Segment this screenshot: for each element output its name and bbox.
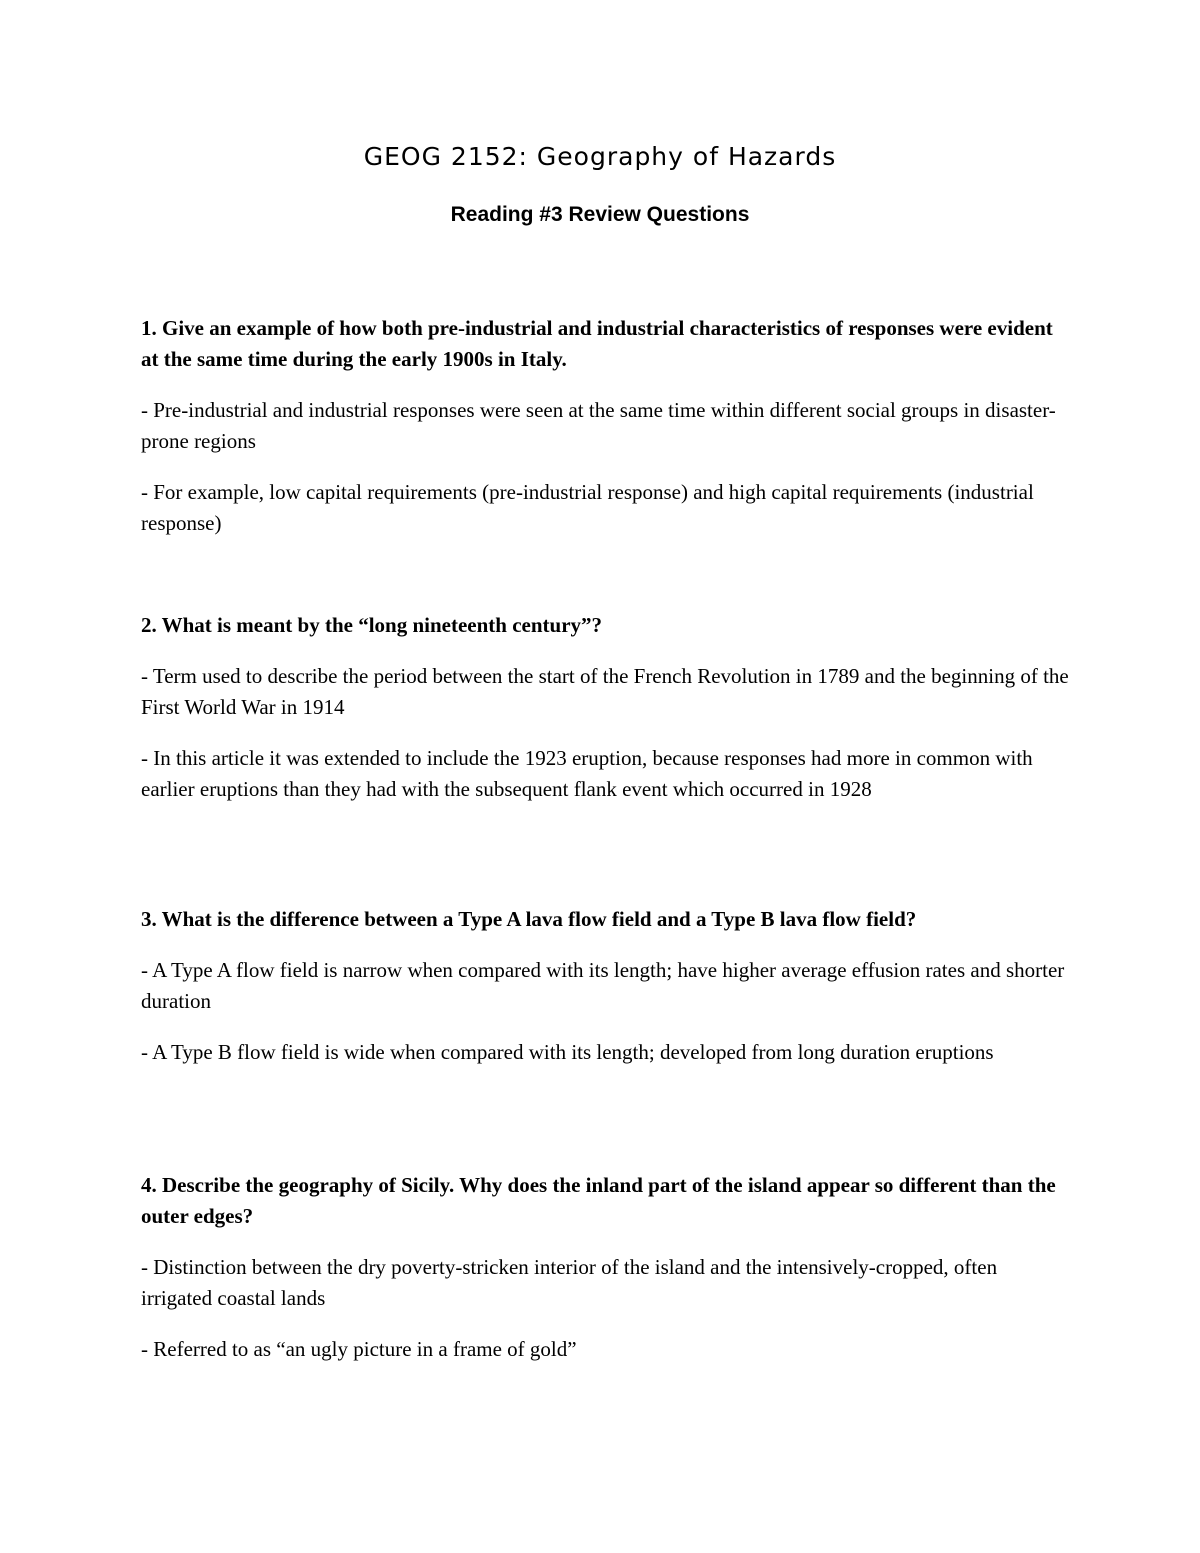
document-title: GEOG 2152: Geography of Hazards [363, 142, 837, 171]
document-subtitle: Reading #3 Review Questions [450, 203, 750, 226]
answer-4-1: - Distinction between the dry poverty-stricken interior of the island and the intensively-cropped, often irrigated coastal lands [141, 1255, 998, 1310]
answer-3-2: - A Type B flow field is wide when compared with its length; developed from long duration eruptions [141, 1040, 994, 1064]
answer-1-2: - For example, low capital requirements (pre-industrial response) and high capital requirements (industrial response) [141, 480, 1034, 535]
question-block-2 [141, 610, 1071, 805]
answer-1-1: - Pre-industrial and industrial responses were seen at the same time within different social groups in disaster-prone regions [141, 398, 1056, 453]
question-block-1 [141, 313, 1071, 539]
answer-3-1: - A Type A flow field is narrow when compared with its length; have higher average effusion rates and shorter duration [141, 958, 1065, 1013]
question-4: 4. Describe the geography of Sicily. Why does the inland part of the island appear so different than the outer edges? [141, 1173, 1056, 1228]
question-block-4 [141, 1170, 1071, 1365]
question-3: 3. What is the difference between a Type A lava flow field and a Type B lava flow field? [141, 907, 917, 931]
answer-2-2: - In this article it was extended to include the 1923 eruption, because responses had more in common with earlier eruptions than they had with the subsequent flank event which occurred in 1928 [141, 746, 1033, 801]
question-2: 2. What is meant by the “long nineteenth century”? [141, 613, 603, 637]
question-1: 1. Give an example of how both pre-industrial and industrial characteristics of responses were evident at the same time during the early 1900s in Italy. [141, 316, 1053, 371]
answer-4-2: - Referred to as “an ugly picture in a frame of gold” [141, 1337, 577, 1361]
question-block-3 [141, 904, 1071, 1068]
answer-2-1: - Term used to describe the period between the start of the French Revolution in 1789 and the beginning of the First World War in 1914 [141, 664, 1069, 719]
